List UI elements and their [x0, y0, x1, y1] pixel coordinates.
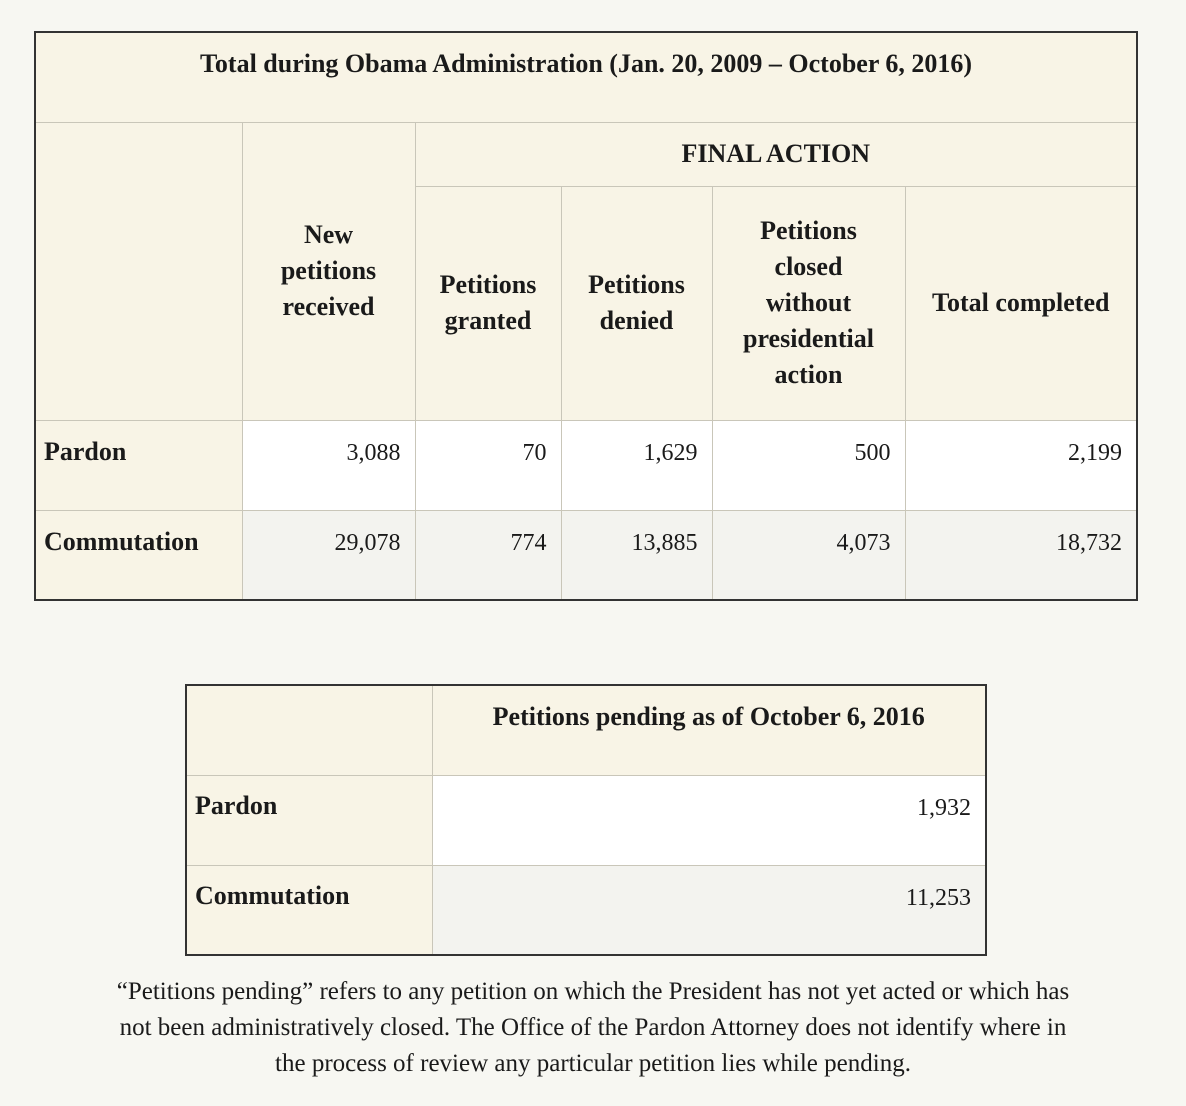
cell-denied: 13,885 [561, 510, 712, 600]
col-header-petitions-closed-without-action: Petitions closed without presidential action [712, 186, 905, 420]
footnote [20, 974, 1166, 1082]
row-label: Commutation [186, 865, 432, 955]
cell-received: 3,088 [242, 420, 415, 510]
table-row-pardon [35, 420, 1137, 510]
cell-closed: 500 [712, 420, 905, 510]
cell-pending: 11,253 [432, 865, 986, 955]
cell-pending: 1,932 [432, 775, 986, 865]
col-header-petitions-denied: Petitions denied [561, 186, 712, 420]
pending-petitions-table [185, 684, 987, 956]
col-header-total-completed: Total completed [905, 186, 1137, 420]
cell-closed: 4,073 [712, 510, 905, 600]
row-label: Pardon [186, 775, 432, 865]
footnote-line: not been administratively closed. The Office of the Pardon Attorney does not identify where in [119, 1014, 1067, 1041]
table-row-commutation [35, 510, 1137, 600]
col-header-new-petitions-received: New petitions received [242, 122, 415, 420]
table-row-commutation [186, 865, 986, 955]
footnote-line: the process of review any particular petition lies while pending. [275, 1050, 911, 1077]
empty-corner-cell [186, 685, 432, 775]
empty-corner-cell [35, 122, 242, 420]
table-row-pardon [186, 775, 986, 865]
pending-header: Petitions pending as of October 6, 2016 [432, 685, 986, 775]
cell-total: 2,199 [905, 420, 1137, 510]
final-action-header: FINAL ACTION [415, 122, 1137, 186]
cell-total: 18,732 [905, 510, 1137, 600]
cell-granted: 774 [415, 510, 561, 600]
table-title: Total during Obama Administration (Jan. 20, 2009 – October 6, 2016) [35, 32, 1137, 122]
cell-denied: 1,629 [561, 420, 712, 510]
footnote-line: “Petitions pending” refers to any petition on which the President has not yet acted or which has [116, 978, 1070, 1005]
cell-granted: 70 [415, 420, 561, 510]
cell-received: 29,078 [242, 510, 415, 600]
col-header-petitions-granted: Petitions granted [415, 186, 561, 420]
row-label: Commutation [35, 510, 242, 600]
row-label: Pardon [35, 420, 242, 510]
clemency-statistics-table [34, 31, 1138, 601]
